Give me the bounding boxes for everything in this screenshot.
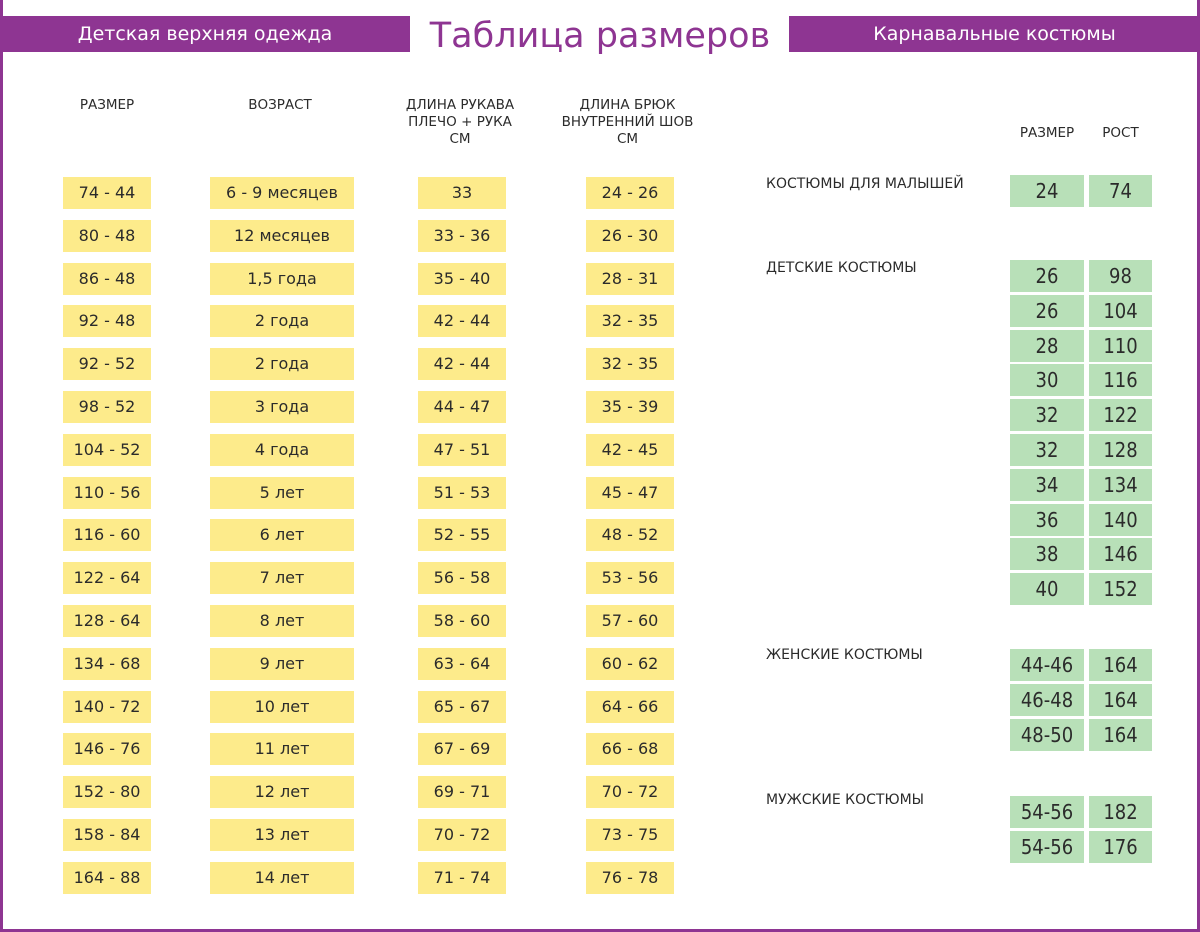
trousers-cell: 45 - 47 xyxy=(586,477,674,509)
trousers-cell: 70 - 72 xyxy=(586,776,674,808)
costume-height-cell: 182 xyxy=(1089,796,1152,828)
sleeve-cell: 33 - 36 xyxy=(418,220,506,252)
age-cell: 4 года xyxy=(210,434,354,466)
sleeve-cell: 35 - 40 xyxy=(418,263,506,295)
size-cell: 122 - 64 xyxy=(63,562,151,594)
sleeve-cell: 51 - 53 xyxy=(418,477,506,509)
trousers-cell: 64 - 66 xyxy=(586,691,674,723)
costume-size-cell: 32 xyxy=(1010,399,1084,431)
header-age: ВОЗРАСТ xyxy=(248,97,312,113)
header-trousers-line: ДЛИНА БРЮК xyxy=(579,97,676,113)
trousers-cell: 32 - 35 xyxy=(586,348,674,380)
costume-size-cell: 26 xyxy=(1010,295,1084,327)
trousers-cell: 73 - 75 xyxy=(586,819,674,851)
age-cell: 6 лет xyxy=(210,519,354,551)
costume-height-cell: 104 xyxy=(1089,295,1152,327)
costume-size-cell: 44-46 xyxy=(1010,649,1084,681)
size-cell: 110 - 56 xyxy=(63,477,151,509)
costume-size-cell: 26 xyxy=(1010,260,1084,292)
costume-height-cell: 122 xyxy=(1089,399,1152,431)
trousers-cell: 48 - 52 xyxy=(586,519,674,551)
trousers-cell: 60 - 62 xyxy=(586,648,674,680)
costume-height-cell: 116 xyxy=(1089,364,1152,396)
costume-height-cell: 74 xyxy=(1089,175,1152,207)
costume-height-cell: 98 xyxy=(1089,260,1152,292)
costume-height-cell: 140 xyxy=(1089,504,1152,536)
header-costume-height: РОСТ xyxy=(1102,125,1139,141)
costume-size-cell: 32 xyxy=(1010,434,1084,466)
header-sleeve-line: СМ xyxy=(449,131,471,147)
age-cell: 2 года xyxy=(210,348,354,380)
age-cell: 12 месяцев xyxy=(210,220,354,252)
sleeve-cell: 44 - 47 xyxy=(418,391,506,423)
sleeve-cell: 58 - 60 xyxy=(418,605,506,637)
costume-size-cell: 38 xyxy=(1010,538,1084,570)
sleeve-cell: 47 - 51 xyxy=(418,434,506,466)
costume-group-label: ДЕТСКИЕ КОСТЮМЫ xyxy=(766,260,917,276)
costume-size-cell: 36 xyxy=(1010,504,1084,536)
age-cell: 8 лет xyxy=(210,605,354,637)
size-cell: 140 - 72 xyxy=(63,691,151,723)
trousers-cell: 57 - 60 xyxy=(586,605,674,637)
age-cell: 2 года xyxy=(210,305,354,337)
right-banner: Карнавальные костюмы xyxy=(789,16,1200,52)
costume-group-label: МУЖСКИЕ КОСТЮМЫ xyxy=(766,792,925,808)
size-cell: 164 - 88 xyxy=(63,862,151,894)
costume-height-cell: 164 xyxy=(1089,719,1152,751)
header-costume-size: РАЗМЕР xyxy=(1019,125,1075,141)
costume-size-cell: 54-56 xyxy=(1010,796,1084,828)
costume-size-cell: 24 xyxy=(1010,175,1084,207)
trousers-cell: 28 - 31 xyxy=(586,263,674,295)
costume-size-cell: 46-48 xyxy=(1010,684,1084,716)
age-cell: 6 - 9 месяцев xyxy=(210,177,354,209)
costume-size-cell: 28 xyxy=(1010,330,1084,362)
sleeve-cell: 65 - 67 xyxy=(418,691,506,723)
sleeve-cell: 71 - 74 xyxy=(418,862,506,894)
trousers-cell: 42 - 45 xyxy=(586,434,674,466)
size-cell: 86 - 48 xyxy=(63,263,151,295)
age-cell: 14 лет xyxy=(210,862,354,894)
size-cell: 152 - 80 xyxy=(63,776,151,808)
costume-size-cell: 48-50 xyxy=(1010,719,1084,751)
costume-height-cell: 152 xyxy=(1089,573,1152,605)
sleeve-cell: 33 xyxy=(418,177,506,209)
costume-size-cell: 30 xyxy=(1010,364,1084,396)
size-cell: 158 - 84 xyxy=(63,819,151,851)
header-size: РАЗМЕР xyxy=(79,97,135,113)
age-cell: 7 лет xyxy=(210,562,354,594)
costume-group-label: ЖЕНСКИЕ КОСТЮМЫ xyxy=(766,647,923,663)
size-cell: 74 - 44 xyxy=(63,177,151,209)
size-cell: 98 - 52 xyxy=(63,391,151,423)
costume-height-cell: 176 xyxy=(1089,831,1152,863)
header-sleeve-line: ПЛЕЧО + РУКА xyxy=(408,114,512,130)
sleeve-cell: 70 - 72 xyxy=(418,819,506,851)
costume-height-cell: 110 xyxy=(1089,330,1152,362)
size-cell: 146 - 76 xyxy=(63,733,151,765)
age-cell: 10 лет xyxy=(210,691,354,723)
trousers-cell: 66 - 68 xyxy=(586,733,674,765)
costume-size-cell: 34 xyxy=(1010,469,1084,501)
sleeve-cell: 42 - 44 xyxy=(418,305,506,337)
sleeve-cell: 56 - 58 xyxy=(418,562,506,594)
size-cell: 92 - 48 xyxy=(63,305,151,337)
costume-height-cell: 164 xyxy=(1089,684,1152,716)
age-cell: 11 лет xyxy=(210,733,354,765)
trousers-cell: 53 - 56 xyxy=(586,562,674,594)
size-cell: 80 - 48 xyxy=(63,220,151,252)
age-cell: 9 лет xyxy=(210,648,354,680)
trousers-cell: 76 - 78 xyxy=(586,862,674,894)
sleeve-cell: 63 - 64 xyxy=(418,648,506,680)
sleeve-cell: 52 - 55 xyxy=(418,519,506,551)
header-sleeve xyxy=(390,97,530,148)
size-cell: 116 - 60 xyxy=(63,519,151,551)
costume-height-cell: 134 xyxy=(1089,469,1152,501)
trousers-cell: 32 - 35 xyxy=(586,305,674,337)
costume-height-cell: 164 xyxy=(1089,649,1152,681)
page-title: Таблица размеров xyxy=(429,16,771,56)
age-cell: 1,5 года xyxy=(210,263,354,295)
header-trousers-line: СМ xyxy=(616,131,639,147)
left-banner: Детская верхняя одежда xyxy=(0,16,410,52)
size-cell: 128 - 64 xyxy=(63,605,151,637)
trousers-cell: 26 - 30 xyxy=(586,220,674,252)
header-trousers xyxy=(550,97,705,148)
size-cell: 104 - 52 xyxy=(63,434,151,466)
trousers-cell: 35 - 39 xyxy=(586,391,674,423)
header-trousers-line: ВНУТРЕННИЙ ШОВ xyxy=(561,114,694,130)
header-sleeve-line: ДЛИНА РУКАВА xyxy=(405,97,515,113)
costume-size-cell: 54-56 xyxy=(1010,831,1084,863)
age-cell: 3 года xyxy=(210,391,354,423)
trousers-cell: 24 - 26 xyxy=(586,177,674,209)
costume-group-label: КОСТЮМЫ ДЛЯ МАЛЫШЕЙ xyxy=(766,176,964,192)
age-cell: 13 лет xyxy=(210,819,354,851)
age-cell: 5 лет xyxy=(210,477,354,509)
costume-height-cell: 128 xyxy=(1089,434,1152,466)
size-cell: 92 - 52 xyxy=(63,348,151,380)
sleeve-cell: 69 - 71 xyxy=(418,776,506,808)
costume-height-cell: 146 xyxy=(1089,538,1152,570)
sleeve-cell: 67 - 69 xyxy=(418,733,506,765)
age-cell: 12 лет xyxy=(210,776,354,808)
size-cell: 134 - 68 xyxy=(63,648,151,680)
costume-size-cell: 40 xyxy=(1010,573,1084,605)
sleeve-cell: 42 - 44 xyxy=(418,348,506,380)
